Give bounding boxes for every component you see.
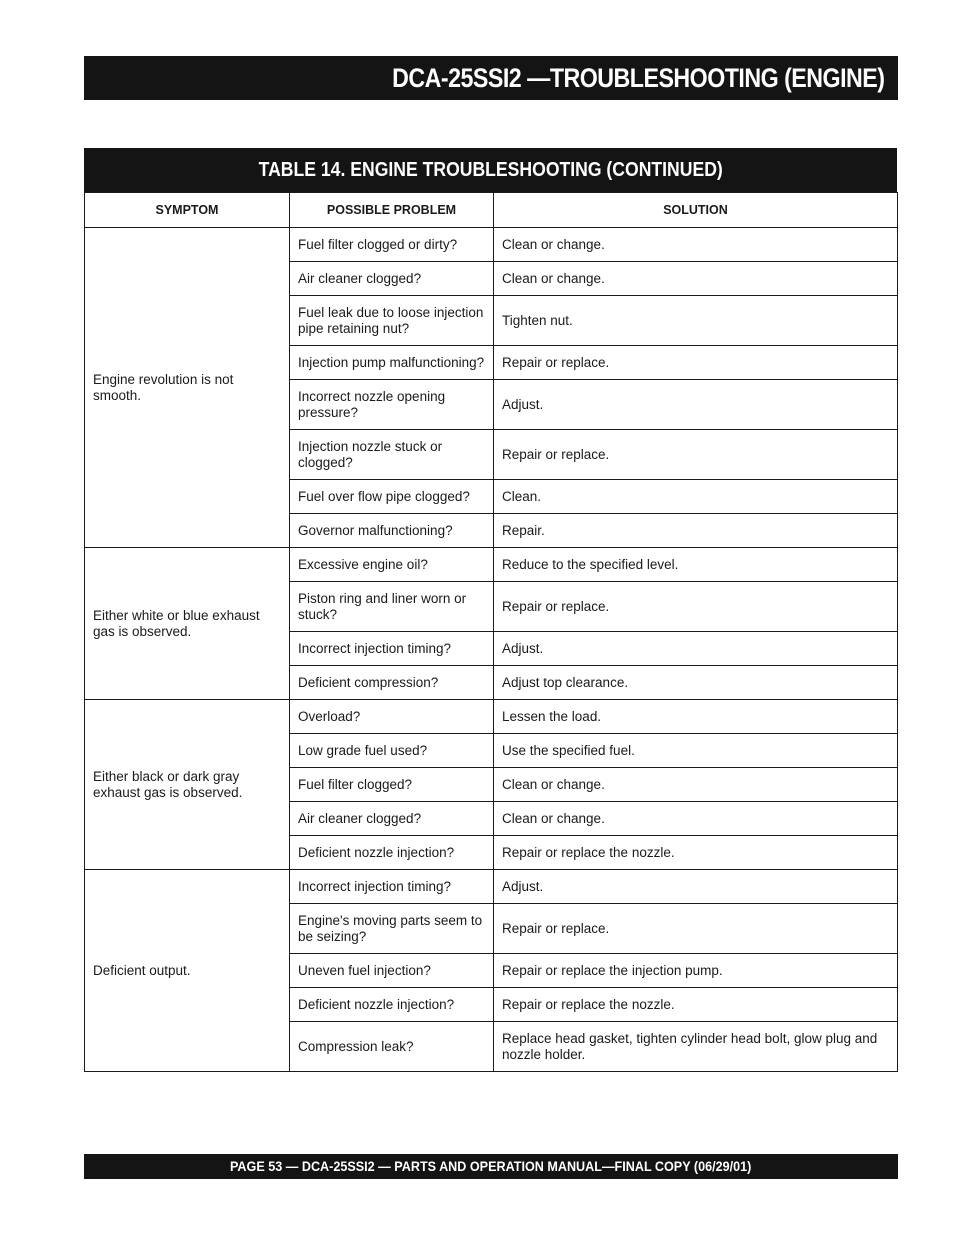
solution-cell: Repair or replace. bbox=[494, 582, 898, 632]
page-title: DCA-25SSI2 —TROUBLESHOOTING (ENGINE) bbox=[391, 63, 884, 93]
symptom-cell: Deficient output. bbox=[85, 870, 290, 1072]
solution-cell: Clean or change. bbox=[494, 262, 898, 296]
table-row bbox=[85, 870, 898, 904]
solution-cell: Repair or replace. bbox=[494, 430, 898, 480]
table-row bbox=[85, 700, 898, 734]
problem-cell: Fuel leak due to loose injection pipe retaining nut? bbox=[290, 296, 494, 346]
problem-cell: Overload? bbox=[290, 700, 494, 734]
problem-cell: Injection nozzle stuck or clogged? bbox=[290, 430, 494, 480]
header-possible-problem: POSSIBLE PROBLEM bbox=[290, 193, 494, 228]
solution-cell: Replace head gasket, tighten cylinder head bolt, glow plug and nozzle holder. bbox=[494, 1022, 898, 1072]
table-header-row bbox=[85, 193, 898, 228]
solution-cell: Repair. bbox=[494, 514, 898, 548]
problem-cell: Incorrect nozzle opening pressure? bbox=[290, 380, 494, 430]
footer-text: PAGE 53 — DCA-25SSI2 — PARTS AND OPERATION MANUAL—FINAL COPY (06/29/01) bbox=[230, 1158, 752, 1174]
solution-cell: Repair or replace the nozzle. bbox=[494, 836, 898, 870]
solution-cell: Clean or change. bbox=[494, 228, 898, 262]
problem-cell: Uneven fuel injection? bbox=[290, 954, 494, 988]
table-title-bar bbox=[84, 148, 897, 192]
symptom-cell: Either white or blue exhaust gas is observed. bbox=[85, 548, 290, 700]
symptom-cell: Either black or dark gray exhaust gas is observed. bbox=[85, 700, 290, 870]
problem-cell: Air cleaner clogged? bbox=[290, 262, 494, 296]
solution-cell: Repair or replace. bbox=[494, 904, 898, 954]
problem-cell: Fuel filter clogged? bbox=[290, 768, 494, 802]
solution-cell: Lessen the load. bbox=[494, 700, 898, 734]
solution-cell: Use the specified fuel. bbox=[494, 734, 898, 768]
solution-cell: Adjust top clearance. bbox=[494, 666, 898, 700]
problem-cell: Fuel filter clogged or dirty? bbox=[290, 228, 494, 262]
page-title-bar bbox=[84, 56, 898, 100]
problem-cell: Incorrect injection timing? bbox=[290, 632, 494, 666]
problem-cell: Injection pump malfunctioning? bbox=[290, 346, 494, 380]
problem-cell: Deficient nozzle injection? bbox=[290, 988, 494, 1022]
page-footer bbox=[84, 1154, 898, 1179]
problem-cell: Fuel over flow pipe clogged? bbox=[290, 480, 494, 514]
table-row bbox=[85, 548, 898, 582]
solution-cell: Clean or change. bbox=[494, 768, 898, 802]
table-title: TABLE 14. ENGINE TROUBLESHOOTING (CONTINUED) bbox=[258, 159, 723, 181]
problem-cell: Compression leak? bbox=[290, 1022, 494, 1072]
header-solution: SOLUTION bbox=[494, 193, 898, 228]
solution-cell: Repair or replace the injection pump. bbox=[494, 954, 898, 988]
problem-cell: Piston ring and liner worn or stuck? bbox=[290, 582, 494, 632]
troubleshooting-grid bbox=[84, 192, 898, 1072]
header-symptom: SYMPTOM bbox=[85, 193, 290, 228]
problem-cell: Excessive engine oil? bbox=[290, 548, 494, 582]
solution-cell: Clean. bbox=[494, 480, 898, 514]
solution-cell: Reduce to the specified level. bbox=[494, 548, 898, 582]
problem-cell: Air cleaner clogged? bbox=[290, 802, 494, 836]
problem-cell: Deficient compression? bbox=[290, 666, 494, 700]
solution-cell: Adjust. bbox=[494, 380, 898, 430]
table-row bbox=[85, 228, 898, 262]
solution-cell: Adjust. bbox=[494, 870, 898, 904]
problem-cell: Engine's moving parts seem to be seizing? bbox=[290, 904, 494, 954]
problem-cell: Governor malfunctioning? bbox=[290, 514, 494, 548]
solution-cell: Tighten nut. bbox=[494, 296, 898, 346]
problem-cell: Incorrect injection timing? bbox=[290, 870, 494, 904]
symptom-cell: Engine revolution is not smooth. bbox=[85, 228, 290, 548]
problem-cell: Deficient nozzle injection? bbox=[290, 836, 494, 870]
solution-cell: Repair or replace the nozzle. bbox=[494, 988, 898, 1022]
solution-cell: Clean or change. bbox=[494, 802, 898, 836]
solution-cell: Repair or replace. bbox=[494, 346, 898, 380]
solution-cell: Adjust. bbox=[494, 632, 898, 666]
troubleshooting-table bbox=[84, 148, 897, 1072]
problem-cell: Low grade fuel used? bbox=[290, 734, 494, 768]
